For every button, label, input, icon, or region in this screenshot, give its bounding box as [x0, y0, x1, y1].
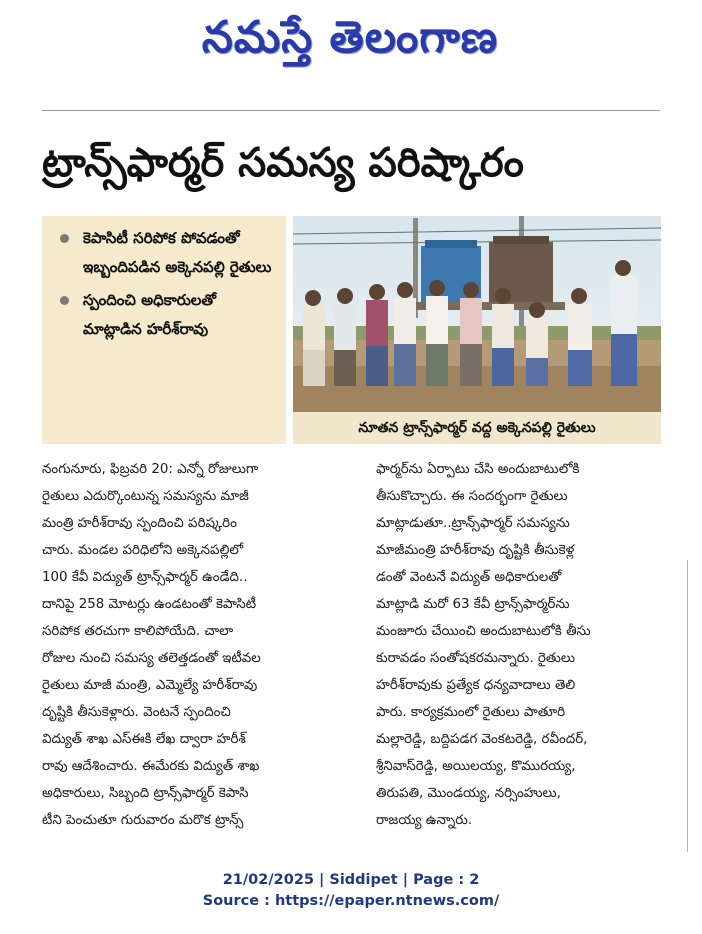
body-line: హరీశ్‌రావుకు ప్రత్యేక ధన్యవాదాలు తెలి: [376, 678, 576, 693]
body-line: మాజీమంత్రి హరీశ్‌రావు దృష్టికి తీసుకెళ్ల: [376, 543, 575, 558]
body-line: శ్రీనివాస్‌రెడ్డి, అయిలయ్య, కొమురయ్య,: [376, 759, 576, 774]
highlight-item: [56, 224, 276, 282]
body-line: చారు. మండల పరిధిలోని అక్కెనపల్లిలో: [42, 543, 244, 558]
farmers-photo: [293, 216, 661, 412]
body-line: రోజుల నుంచి సమస్య తలెత్తడంతో ఇటీవల: [42, 651, 261, 666]
body-line: 100 కేవీ విద్యుత్ ట్రాన్స్‌ఫార్మర్ ఉండేది..: [42, 570, 248, 585]
body-line: మాట్లాడి మరో 63 కేవీ ట్రాన్స్‌ఫార్మర్‌ను: [376, 597, 570, 612]
body-line: పారు. కార్యక్రమంలో రైతులు పాతూరి: [376, 705, 566, 720]
body-line: అధికారులు, సిబ్బంది ట్రాన్స్‌ఫార్మర్ కెపాసి: [42, 786, 249, 801]
highlights-box: [42, 216, 286, 444]
bullet-icon: [60, 234, 69, 243]
body-line: దృష్టికి తీసుకెళ్లారు. వెంటనే స్పందించి: [42, 705, 231, 720]
article-column-1: [42, 456, 340, 834]
body-line: మంత్రి హరీశ్‌రావు స్పందించి పరిష్కరిం: [42, 516, 237, 531]
footer-source-link[interactable]: Source : https://epaper.ntnews.com/: [202, 893, 500, 909]
highlight-item: [56, 286, 276, 344]
column-rule: [687, 560, 688, 852]
body-line: తీసుకొచ్చారు. ఈ సందర్భంగా రైతులు: [376, 489, 568, 504]
photo-caption: నూతన ట్రాన్స్‌ఫార్మర్ వద్ద అక్కెనపల్లి రైతులు: [293, 412, 661, 444]
body-line: నంగునూరు, ఫిబ్రవరి 20: ఎన్నో రోజులుగా: [42, 462, 259, 477]
newspaper-masthead: నమస్తే తెలంగాణ: [201, 12, 499, 63]
highlight-text: కెపాసిటీ సరిపోక పోవడంతో ఇబ్బందిపడిన అక్కెనపల్లి రైతులు: [83, 229, 272, 276]
bullet-icon: [60, 296, 69, 305]
footer-dateline: 21/02/2025 | Siddipet | Page : 2: [222, 872, 480, 888]
article-headline: ట్రాన్స్‌ఫార్మర్ సమస్య పరిష్కారం: [42, 140, 524, 186]
body-line: డంతో వెంటనే విద్యుత్ అధికారులతో: [376, 570, 562, 585]
body-line: సరిపోక తరచుగా కాలిపోయేది. చాలా: [42, 624, 234, 639]
body-line: మంజూరు చేయించి అందుబాటులోకి తీసు: [376, 624, 591, 639]
body-line: రైతులు మాజీ మంత్రి, ఎమ్మెల్యే హరీశ్‌రావు: [42, 678, 258, 693]
body-line: విద్యుత్ శాఖ ఎస్ఈకి లేఖ ద్వారా హరీశ్: [42, 732, 246, 747]
body-line: తిరుపతి, మొండయ్య, నర్సింహులు,: [376, 786, 561, 801]
article-column-2: [376, 456, 676, 834]
body-line: రైతులు ఎదుర్కొంటున్న సమస్యను మాజీ: [42, 489, 249, 504]
highlight-text: స్పందించి అధికారులతో మాట్లాడిన హరీశ్‌రావు: [83, 291, 217, 338]
body-line: కురావడం సంతోషకరమన్నారు. రైతులు: [376, 651, 575, 666]
body-line: రాజయ్య ఉన్నారు.: [376, 813, 473, 828]
body-line: రావు ఆదేశించారు. ఈమేరకు విద్యుత్ శాఖ: [42, 759, 260, 774]
body-line: ఫార్మర్‌ను ఏర్పాటు చేసి అందుబాటులోకి: [376, 462, 580, 477]
body-line: మల్లారెడ్డి, బద్దిపడగ వెంకటరెడ్డి, రవీందర్,: [376, 732, 588, 747]
body-line: దానిపై 258 మోటర్లు ఉండటంతో కెపాసిటీ: [42, 597, 257, 612]
body-line: మాట్లాడుతూ..ట్రాన్స్‌ఫార్మర్ సమస్యను: [376, 516, 570, 531]
masthead-divider: [42, 110, 660, 111]
body-line: టీని పెంచుతూ గురువారం మరొక ట్రాన్స్: [42, 813, 244, 828]
